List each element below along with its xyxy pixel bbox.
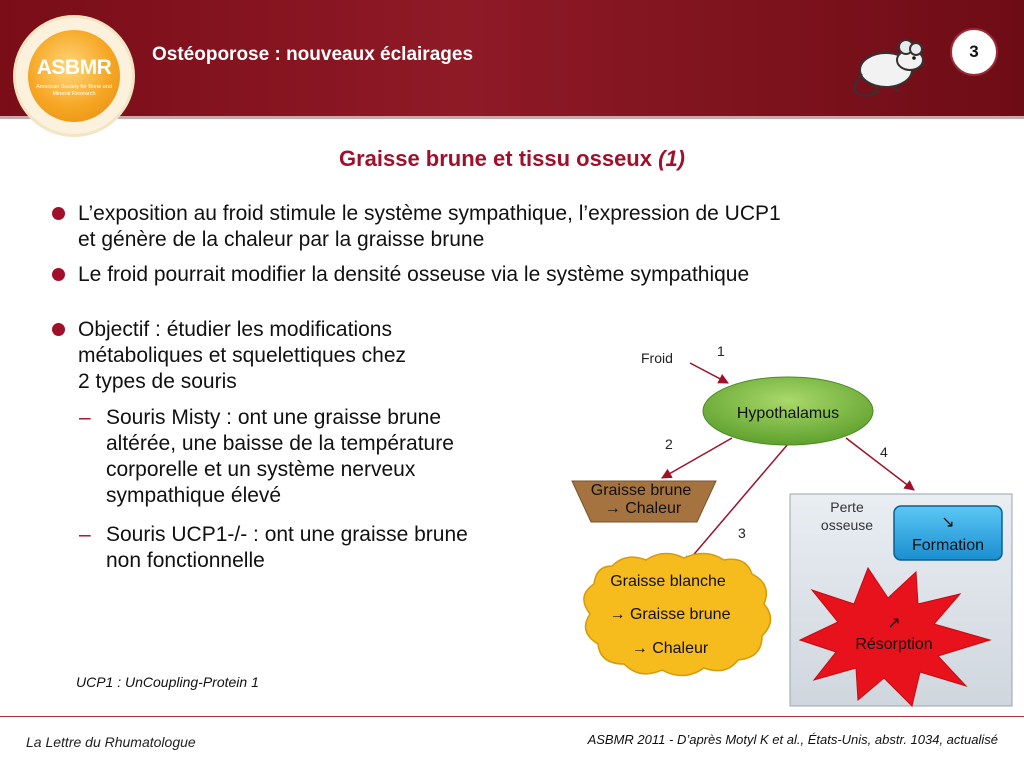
resorption-label: Résorption	[855, 636, 933, 653]
bone-loss-label-2: osseuse	[820, 517, 874, 533]
bullet-text: métaboliques et squelettiques chez	[78, 344, 407, 367]
bone-loss-label-1: Perte	[830, 499, 864, 515]
footnote: UCP1 : UnCoupling-Protein 1	[76, 674, 259, 690]
header-title: Ostéoporose : nouveaux éclairages	[152, 44, 474, 65]
sub-bullet-text: Souris UCP1-/- : ont une graisse brune	[106, 523, 468, 546]
bullet-text: Le froid pourrait modifier la densité osseuse via le système sympathique	[78, 263, 750, 286]
label-froid: Froid	[641, 350, 673, 366]
formation-label: Formation	[911, 537, 985, 554]
label-step-3: 3	[738, 525, 746, 541]
footer-journal: La Lettre du Rhumatologue	[26, 734, 196, 750]
sub-bullet-text: non fonctionnelle	[106, 549, 265, 572]
logo-subtitle: American Society for Bone and Mineral Research	[36, 84, 112, 97]
brown-fat-label-1: Graisse brune	[590, 482, 692, 499]
brown-fat-label-2: → Chaleur	[604, 500, 682, 517]
slide-title-main: Graisse brune et tissu osseux	[338, 146, 652, 171]
bullet-text: Objectif : étudier les modifications	[78, 318, 392, 341]
sub-bullet-text: corporelle et un système nerveux	[106, 458, 416, 481]
white-fat-label-1: Graisse blanche	[610, 573, 726, 590]
slide-title-suffix: (1)	[658, 146, 686, 171]
white-fat-label-3: → Chaleur	[631, 640, 709, 657]
logo-name: ASBMR	[36, 56, 112, 79]
bullet-text: et génère de la chaleur par la graisse brune	[78, 228, 485, 251]
hypothalamus-label: Hypothalamus	[736, 405, 840, 422]
sub-bullet-dash: –	[79, 523, 91, 546]
sub-bullet-text: Souris Misty : ont une graisse brune	[106, 406, 441, 429]
footer-citation: ASBMR 2011 - D’après Motyl K et al., États-Unis, abstr. 1034, actualisé	[587, 732, 998, 747]
sub-bullet-text: sympathique élevé	[106, 484, 282, 507]
sub-bullet-text: altérée, une baisse de la température	[106, 432, 454, 455]
white-fat-label-2: → Graisse brune	[609, 606, 731, 623]
footer-divider	[0, 716, 1024, 717]
bullet-text: L’exposition au froid stimule le système sympathique, l’expression de UCP1	[78, 202, 781, 225]
bullet-text: 2 types de souris	[78, 370, 237, 393]
formation-arrow-glyph: ↘	[941, 514, 955, 531]
arrow-froid-hypothalamus	[690, 363, 728, 383]
sub-bullet-dash: –	[79, 406, 91, 429]
label-step-4: 4	[880, 444, 888, 460]
resorption-arrow-glyph: ↗	[887, 615, 901, 632]
page-number: 3	[950, 28, 998, 76]
label-step-1: 1	[717, 343, 725, 359]
label-step-2: 2	[665, 436, 673, 452]
